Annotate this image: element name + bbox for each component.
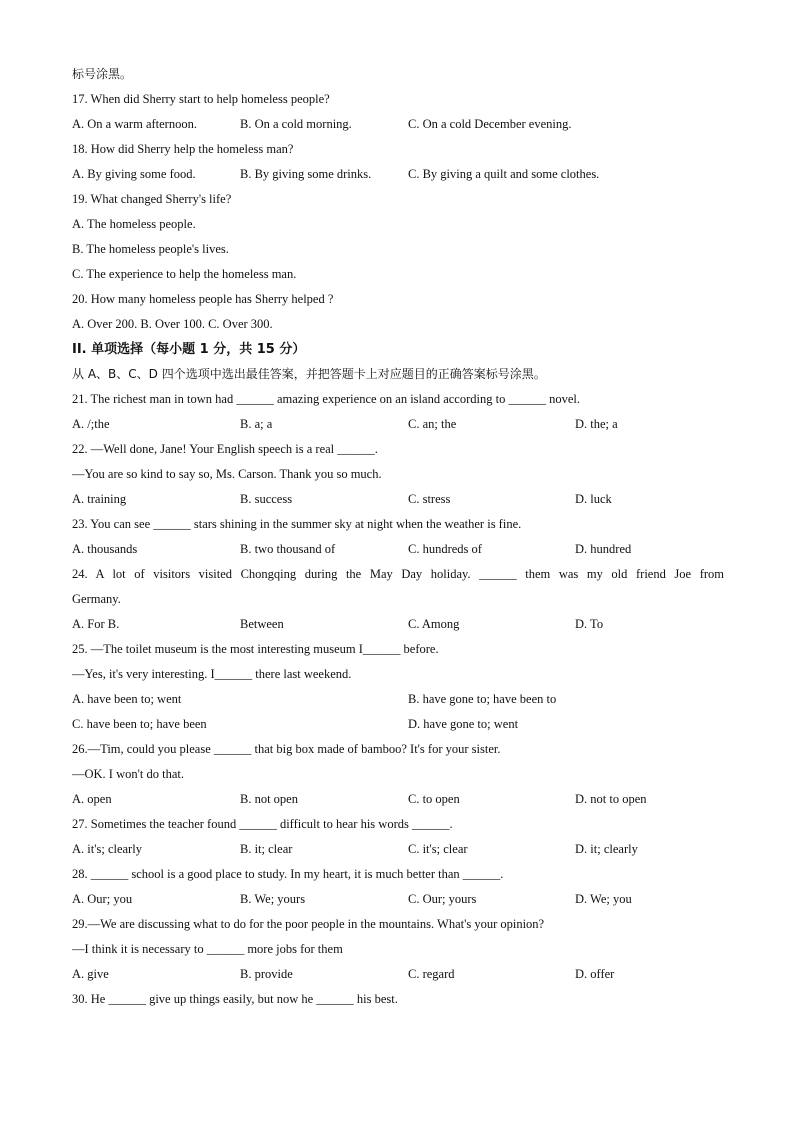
- question-27-options: [72, 837, 724, 862]
- option-b: B. success: [240, 492, 293, 506]
- option-a: A. Our; you: [72, 892, 133, 906]
- option-c: C. to open: [408, 792, 460, 806]
- option-d: D. have gone to; went: [408, 717, 519, 731]
- option-b: B. a; a: [240, 417, 273, 431]
- question-26-stem: 26.—Tim, could you please ______ that big box made of bamboo? It's for your sister.: [72, 742, 501, 756]
- option-c: C. Among: [408, 617, 460, 631]
- question-17-stem: 17. When did Sherry start to help homeless people?: [72, 92, 330, 106]
- exam-page: [72, 62, 724, 1012]
- question-25-options-row-1: [72, 687, 724, 712]
- option-c: C. The experience to help the homeless man.: [72, 267, 297, 281]
- option-a: A. training: [72, 492, 127, 506]
- option-c: C. stress: [408, 492, 451, 506]
- option-a: A. thousands: [72, 542, 138, 556]
- option-c: C. it's; clear: [408, 842, 468, 856]
- question-23-options: [72, 537, 724, 562]
- section-2-instruction: 从 A、B、C、D 四个选项中选出最佳答案，并把答题卡上对应题目的正确答案标号涂黑。: [72, 367, 546, 381]
- section-2-title: II. 单项选择（每小题 1 分，共 15 分）: [72, 342, 306, 357]
- option-c: C. have been to; have been: [72, 717, 207, 731]
- option-c: C. an; the: [408, 417, 457, 431]
- question-30-stem: 30. He ______ give up things easily, but now he ______ his best.: [72, 992, 398, 1006]
- question-21-options: [72, 412, 724, 437]
- option-a: A. open: [72, 792, 112, 806]
- option-b: B. provide: [240, 967, 293, 981]
- option-c: C. Our; yours: [408, 892, 477, 906]
- option-d: D. To: [575, 617, 604, 631]
- option-b: B. By giving some drinks.: [240, 167, 372, 181]
- question-21-stem: 21. The richest man in town had ______ amazing experience on an island according to ______ novel.: [72, 392, 580, 406]
- option-d: D. luck: [575, 492, 612, 506]
- option-b: B. On a cold morning.: [240, 117, 352, 131]
- question-29-stem: 29.—We are discussing what to do for the poor people in the mountains. What's your opinion?: [72, 917, 545, 931]
- option-a: A. have been to; went: [72, 692, 182, 706]
- question-28-options: [72, 887, 724, 912]
- question-22-stem: 22. —Well done, Jane! Your English speech is a real ______.: [72, 442, 378, 456]
- question-18-options: [72, 162, 724, 187]
- question-22-reply: —You are so kind to say so, Ms. Carson. Thank you so much.: [72, 467, 382, 481]
- option-d: D. We; you: [575, 892, 632, 906]
- question-20-options: A. Over 200. B. Over 100. C. Over 300.: [72, 317, 273, 331]
- option-b: B. not open: [240, 792, 298, 806]
- question-20-stem: 20. How many homeless people has Sherry helped ?: [72, 292, 334, 306]
- question-28-stem: 28. ______ school is a good place to study. In my heart, it is much better than ______.: [72, 867, 504, 881]
- option-b: B. it; clear: [240, 842, 293, 856]
- option-d: D. the; a: [575, 417, 618, 431]
- option-b: B. have gone to; have been to: [408, 692, 557, 706]
- question-25-options-row-2: [72, 712, 724, 737]
- question-23-stem: 23. You can see ______ stars shining in the summer sky at night when the weather is fine.: [72, 517, 522, 531]
- option-c: C. On a cold December evening.: [408, 117, 572, 131]
- question-24-stem-line-1: 24. A lot of visitors visited Chongqing during the May Day holiday. ______ them was my old friend Joe from: [72, 567, 724, 581]
- question-24-options: [72, 612, 724, 637]
- question-26-options: [72, 787, 724, 812]
- option-d: D. hundred: [575, 542, 632, 556]
- question-24-stem-line-2: Germany.: [72, 592, 121, 606]
- option-a: A. For B.: [72, 617, 120, 631]
- option-c: C. By giving a quilt and some clothes.: [408, 167, 600, 181]
- option-b: B. The homeless people's lives.: [72, 242, 229, 256]
- option-d: D. offer: [575, 967, 615, 981]
- option-c: C. hundreds of: [408, 542, 482, 556]
- option-b: B. two thousand of: [240, 542, 336, 556]
- option-b: B. We; yours: [240, 892, 306, 906]
- question-25-stem: 25. —The toilet museum is the most interesting museum I______ before.: [72, 642, 439, 656]
- question-18-stem: 18. How did Sherry help the homeless man?: [72, 142, 294, 156]
- question-26-reply: —OK. I won't do that.: [72, 767, 184, 781]
- question-22-options: [72, 487, 724, 512]
- question-29-options: [72, 962, 724, 987]
- option-c: C. regard: [408, 967, 455, 981]
- question-17-options: [72, 112, 724, 137]
- option-a: A. By giving some food.: [72, 167, 196, 181]
- option-a: A. it's; clearly: [72, 842, 142, 856]
- option-a: A. /;the: [72, 417, 110, 431]
- question-29-reply: —I think it is necessary to ______ more jobs for them: [72, 942, 343, 956]
- top-note: 标号涂黑。: [72, 67, 133, 81]
- option-d: D. not to open: [575, 792, 647, 806]
- question-27-stem: 27. Sometimes the teacher found ______ difficult to hear his words ______.: [72, 817, 453, 831]
- option-b: Between: [240, 617, 284, 631]
- option-a: A. give: [72, 967, 109, 981]
- question-19-stem: 19. What changed Sherry's life?: [72, 192, 232, 206]
- question-25-reply: —Yes, it's very interesting. I______ there last weekend.: [72, 667, 352, 681]
- option-a: A. The homeless people.: [72, 217, 196, 231]
- option-a: A. On a warm afternoon.: [72, 117, 197, 131]
- option-d: D. it; clearly: [575, 842, 638, 856]
